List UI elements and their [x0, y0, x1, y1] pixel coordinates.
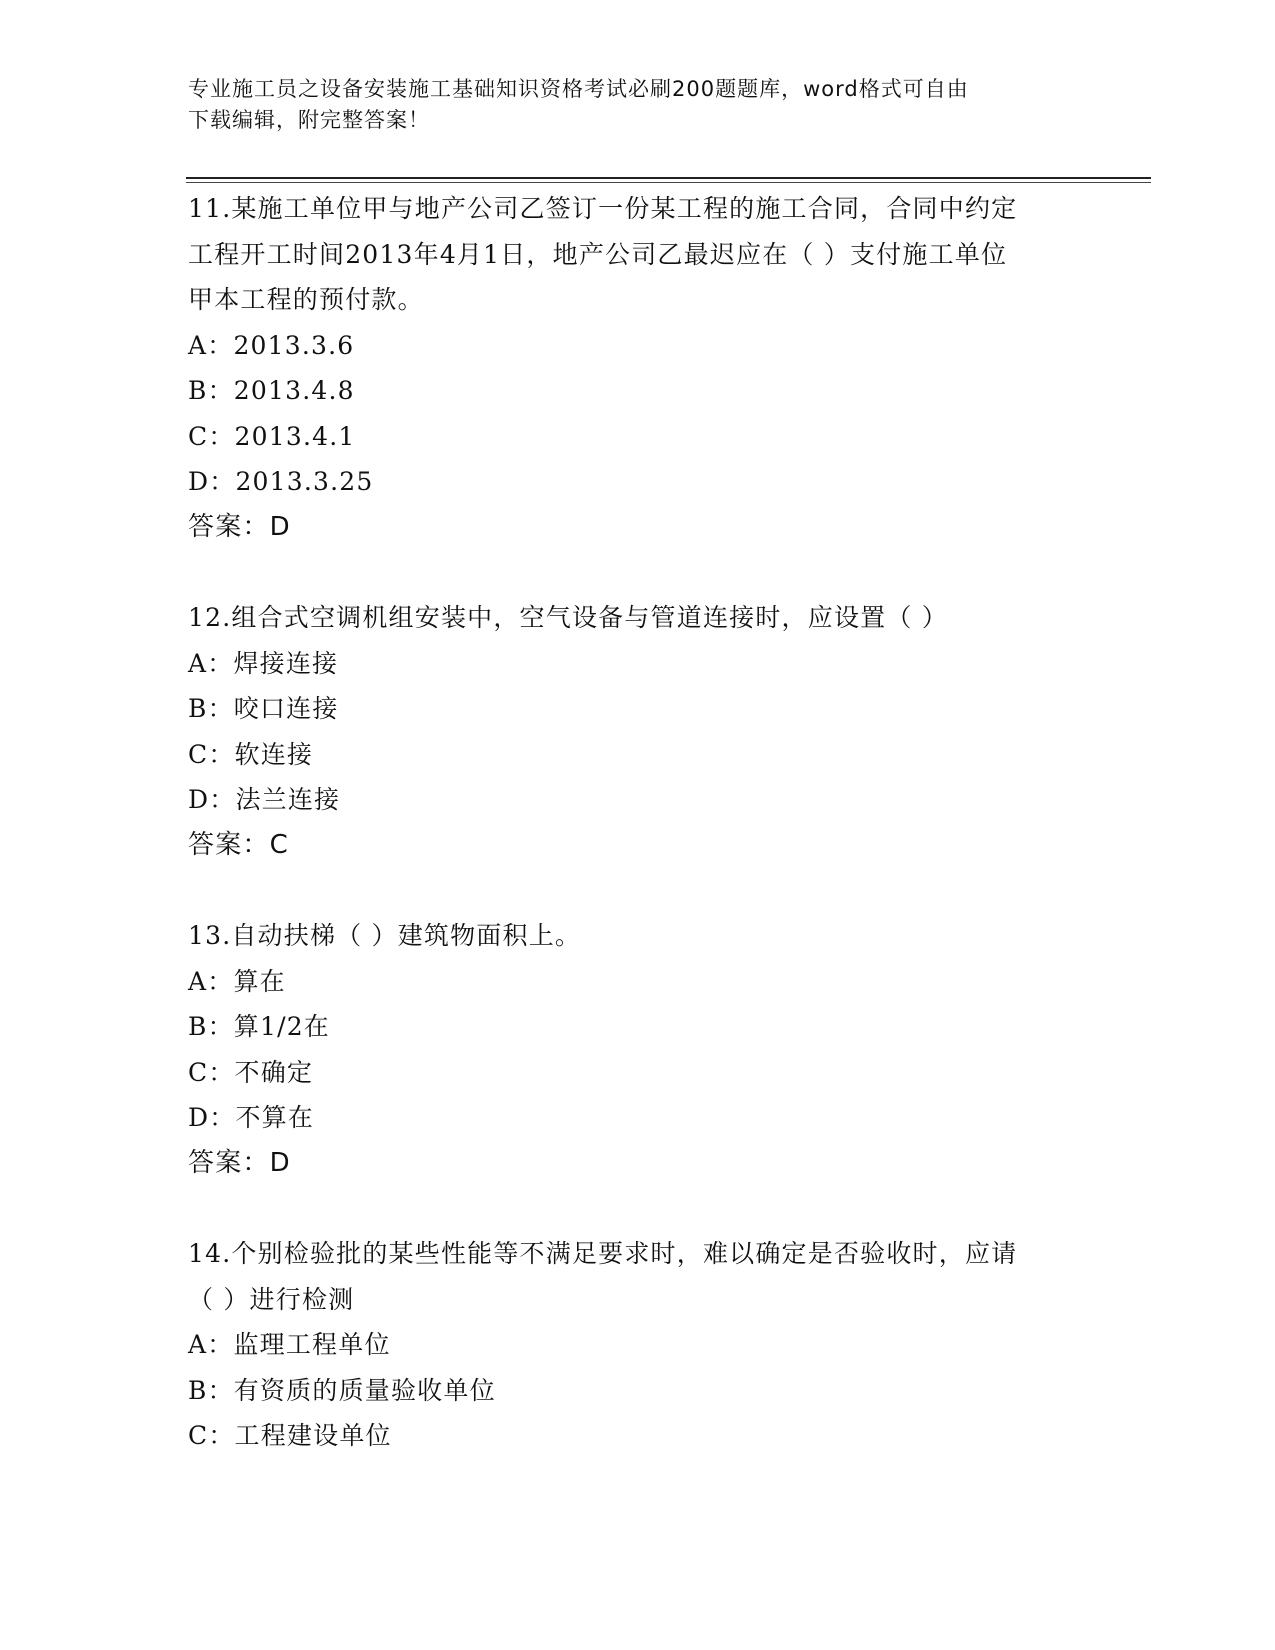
option-a: A：2013.3.6 [188, 330, 355, 360]
answer: 答案：D [188, 511, 291, 542]
option-b: B：咬口连接 [188, 694, 339, 723]
option-b: B：2013.4.8 [188, 376, 355, 405]
option-d: D：法兰连接 [188, 785, 341, 814]
option-c: C：软连接 [188, 739, 314, 769]
question-13 [188, 913, 1088, 1186]
question-12 [188, 595, 1088, 868]
option-a: A：算在 [188, 966, 286, 996]
option-c: C：工程建设单位 [188, 1421, 392, 1450]
question-stem: 12.组合式空调机组安装中，空气设备与管道连接时，应设置（ ） [188, 603, 948, 632]
answer: 答案：C [188, 829, 289, 860]
question-stem: 13.自动扶梯（ ）建筑物面积上。 [188, 921, 582, 950]
option-a: A：焊接连接 [188, 648, 339, 678]
document-header [188, 74, 1078, 136]
option-c: C：2013.4.1 [188, 421, 356, 451]
header-divider-thick [186, 177, 1151, 179]
question-stem: 14.个别检验批的某些性能等不满足要求时，难以确定是否验收时，应请（ ）进行检测 [188, 1239, 1018, 1314]
option-d: D：2013.3.25 [188, 467, 374, 496]
header-divider-thin [186, 182, 1151, 183]
option-b: B：算1/2在 [188, 1012, 331, 1041]
option-d: D：不算在 [188, 1103, 315, 1132]
header-line-2: 下载编辑，附完整答案！ [188, 108, 430, 132]
question-14 [188, 1231, 1088, 1459]
question-11 [188, 186, 1088, 550]
question-stem: 11.某施工单位甲与地产公司乙签订一份某工程的施工合同，合同中约定工程开工时间2013年4月1日，地产公司乙最迟应在（ ）支付施工单位甲本工程的预付款。 [188, 194, 1018, 314]
answer: 答案：D [188, 1147, 291, 1178]
option-b: B：有资质的质量验收单位 [188, 1375, 496, 1405]
header-line-1: 专业施工员之设备安装施工基础知识资格考试必刷200题题库，word格式可自由 [188, 77, 969, 101]
option-c: C：不确定 [188, 1057, 314, 1087]
option-a: A：监理工程单位 [188, 1330, 391, 1359]
question-list [188, 186, 1088, 1504]
